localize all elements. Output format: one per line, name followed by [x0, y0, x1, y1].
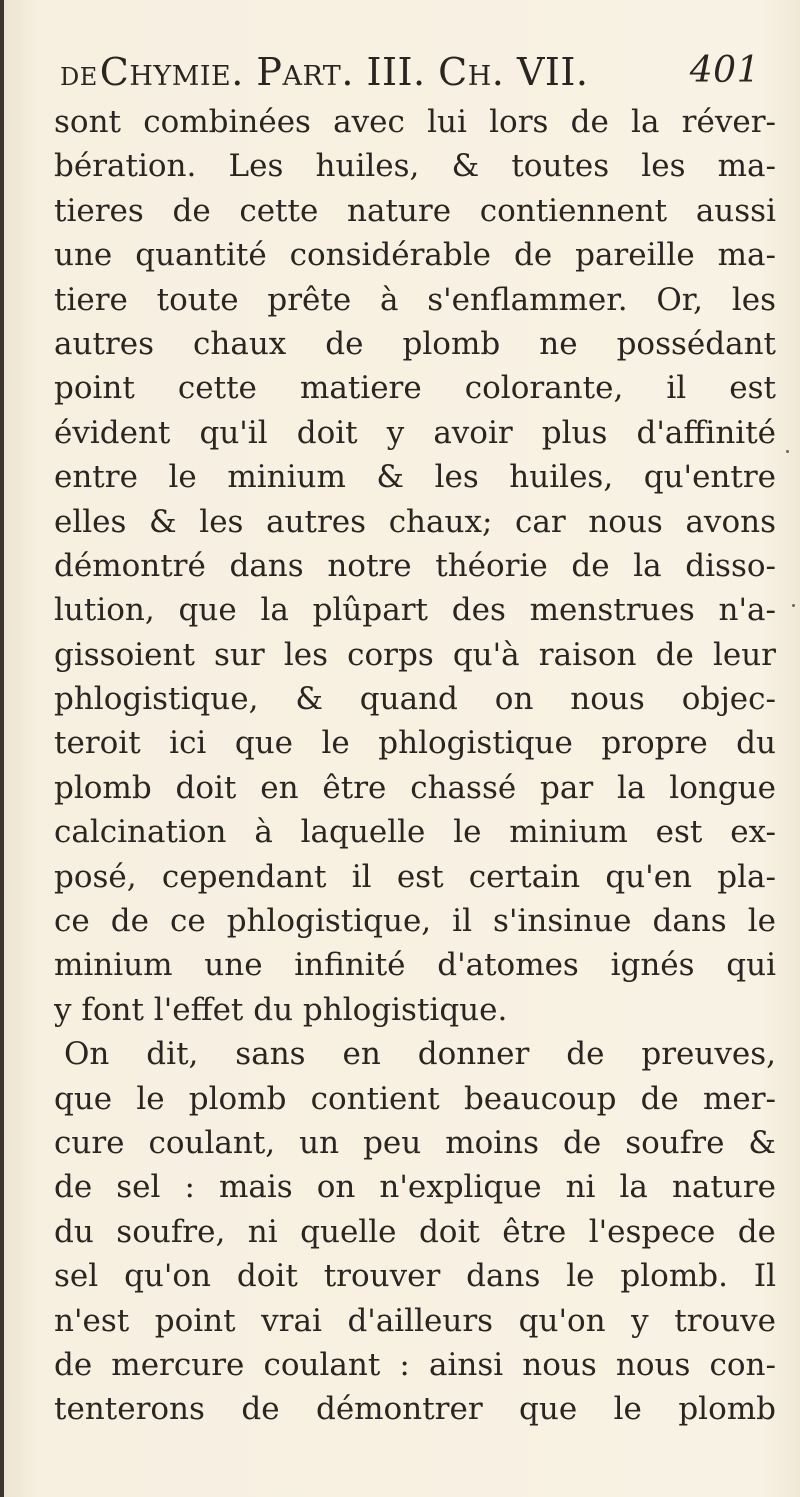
- text-line: lution, que la plûpart des menstrues n'a-: [54, 592, 776, 629]
- text-line: tenterons de démontrer que le plomb: [54, 1391, 776, 1428]
- text-line: n'est point vrai d'ailleurs qu'on y trouve: [54, 1302, 776, 1339]
- text-line: teroit ici que le phlogistique propre du: [54, 725, 776, 762]
- text-line: minium une infinité d'atomes ignés qui: [54, 947, 776, 984]
- text-line: gissoient sur les corps qu'à raison de leur: [54, 636, 776, 673]
- text-line: tiere toute prête à s'enflammer. Or, les: [54, 281, 776, 318]
- text-line: ce de ce phlogistique, il s'insinue dans le: [54, 903, 776, 940]
- text-line: posé, cependant il est certain qu'en pla-: [54, 858, 776, 895]
- text-line: bération. Les huiles, & toutes les ma-: [54, 148, 776, 185]
- text-line: plomb doit en être chassé par la longue: [54, 769, 776, 806]
- text-line: une quantité considérable de pareille ma-: [54, 237, 776, 274]
- binding-edge: [0, 0, 4, 1497]
- text-line: sel qu'on doit trouver dans le plomb. Il: [54, 1258, 776, 1295]
- text-line: tieres de cette nature contiennent aussi: [54, 192, 776, 229]
- header-title: Chymie. Part. III. Ch. VII.: [99, 50, 589, 94]
- header-prefix: DE: [60, 63, 98, 91]
- text-line: de sel : mais on n'explique ni la nature: [54, 1169, 776, 1206]
- text-line: cure coulant, un peu moins de soufre &: [54, 1124, 776, 1161]
- text-line: entre le minium & les huiles, qu'entre: [54, 459, 776, 496]
- text-line: du soufre, ni quelle doit être l'espece de: [54, 1213, 776, 1250]
- body-text: [54, 100, 776, 1432]
- text-line: évident qu'il doit y avoir plus d'affinité: [54, 414, 776, 451]
- text-line: calcination à laquelle le minium est ex-: [54, 814, 776, 851]
- text-line: sont combinées avec lui lors de la réver-: [54, 104, 776, 140]
- text-line: point cette matiere colorante, il est: [54, 370, 776, 407]
- paper-speck: [786, 450, 789, 453]
- text-line: phlogistique, & quand on nous objec-: [54, 681, 776, 718]
- text-line: elles & les autres chaux; car nous avons: [54, 503, 776, 540]
- text-line: y font l'effet du phlogistique.: [54, 991, 508, 1028]
- text-line: autres chaux de plomb ne possédant: [54, 325, 776, 362]
- text-line: que le plomb contient beaucoup de mer-: [54, 1080, 776, 1117]
- page-number: 401: [689, 50, 760, 91]
- running-header: [60, 50, 760, 100]
- text-line: démontré dans notre théorie de la disso-: [54, 547, 776, 584]
- text-line: de mercure coulant : ainsi nous nous con-: [54, 1346, 776, 1383]
- paper-speck: [792, 604, 795, 607]
- text-line: On dit, sans en donner de preuves,: [64, 1036, 776, 1073]
